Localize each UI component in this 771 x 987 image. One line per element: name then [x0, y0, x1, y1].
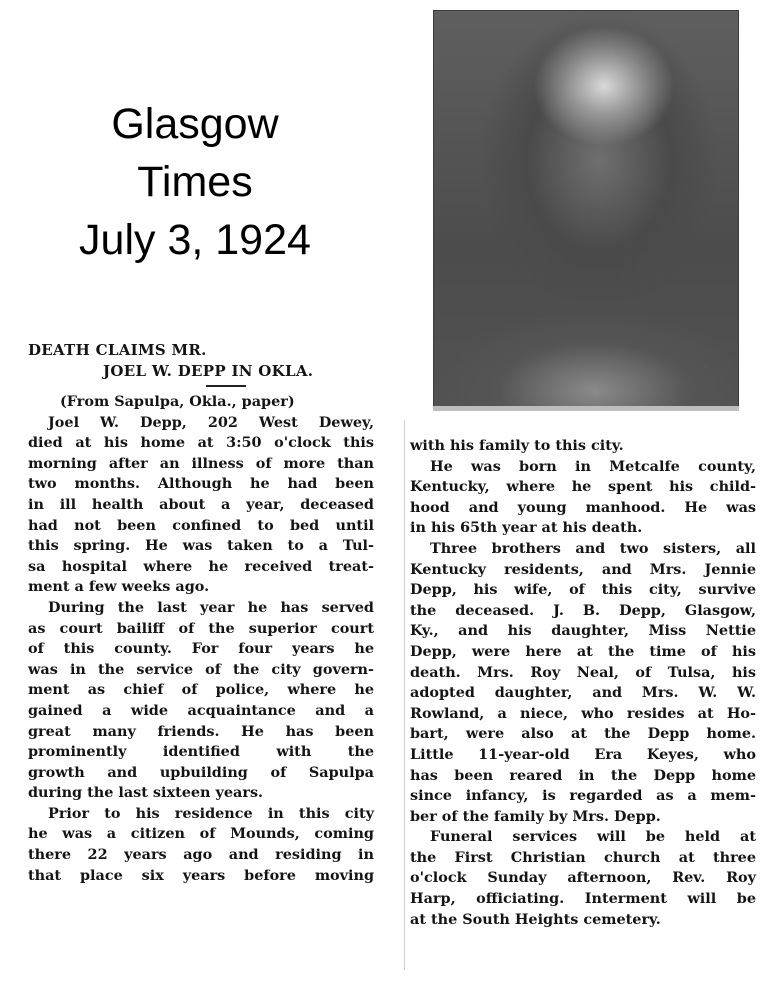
body-line: Kentucky residents, and Mrs. Jennie: [410, 560, 756, 578]
source-line: (From Sapulpa, Okla., paper): [60, 393, 295, 410]
body-line: Prior to his residence in this city: [48, 804, 374, 822]
body-line: hood and young manhood. He was: [410, 498, 756, 516]
photo-bottom-edge: [433, 406, 739, 411]
caption-paper-name: Glasgow: [111, 100, 279, 148]
body-line: ber of the family by Mrs. Depp.: [410, 807, 661, 825]
body-line: since infancy, is regarded as a mem-: [410, 787, 756, 805]
body-line: death. Mrs. Roy Neal, of Tulsa, his: [410, 663, 756, 681]
body-line: morning after an illness of more than: [28, 454, 374, 472]
body-line: with his family to this city.: [410, 437, 624, 454]
body-line: the First Christian church at three: [410, 848, 756, 866]
body-line: prominently identified with the: [28, 743, 374, 761]
body-line: that place six years before moving: [28, 866, 374, 884]
article-left-column: [28, 340, 374, 886]
column-divider: [404, 420, 405, 970]
body-line: two months. Although he had been: [28, 475, 374, 493]
body-line: there 22 years ago and residing in: [28, 846, 374, 864]
body-line: Ky., and his daughter, Miss Nettie: [410, 622, 756, 640]
body-line: Three brothers and two sisters, all: [430, 539, 756, 557]
body-line: o'clock Sunday afternoon, Rev. Roy: [410, 869, 756, 887]
body-line: Kentucky, where he spent his child-: [410, 478, 756, 496]
body-line: was in the service of the city govern-: [28, 660, 374, 678]
headline-line-1: DEATH CLAIMS MR.: [28, 341, 207, 359]
body-line: He was born in Metcalfe county,: [430, 457, 756, 475]
body-line: ment as chief of police, where he: [28, 681, 374, 699]
headline-rule: [206, 385, 246, 387]
body-line: as court bailiff of the superior court: [28, 619, 374, 637]
body-line: during the last sixteen years.: [28, 784, 264, 802]
body-line: Little 11-year-old Era Keyes, who: [410, 745, 756, 763]
body-line: had not been confined to bed until: [28, 516, 374, 534]
body-line: great many friends. He has been: [28, 722, 374, 740]
body-line: sa hospital where he received treat-: [28, 557, 374, 575]
body-line: has been reared in the Depp home: [410, 766, 756, 784]
body-line: Rowland, a niece, who resides at Ho-: [410, 704, 756, 722]
body-line: at the South Heights cemetery.: [410, 910, 661, 928]
body-line: Depp, were here at the time of his: [410, 642, 756, 660]
body-line: adopted daughter, and Mrs. W. W.: [410, 684, 756, 702]
body-line: the deceased. J. B. Depp, Glasgow,: [410, 601, 756, 619]
caption-date: July 3, 1924: [79, 216, 311, 264]
body-line: Harp, officiating. Interment will be: [410, 890, 756, 908]
body-line: Depp, his wife, of this city, survive: [410, 581, 756, 599]
body-line: bart, were also at the Depp home.: [410, 725, 756, 743]
body-line: Funeral services will be held at: [430, 828, 756, 846]
body-line: he was a citizen of Mounds, coming: [28, 825, 374, 843]
body-line: Joel W. Depp, 202 West Dewey,: [48, 413, 374, 431]
body-line: growth and upbuilding of Sapulpa: [28, 763, 374, 781]
body-line: in his 65th year at his death.: [410, 519, 643, 537]
body-line: During the last year he has served: [48, 598, 374, 616]
body-line: of this county. For four years he: [28, 640, 374, 658]
portrait-photo: [433, 10, 739, 408]
body-line: gained a wide acquaintance and a: [28, 701, 374, 719]
body-line: in ill health about a year, deceased: [28, 495, 374, 513]
newspaper-caption: [40, 95, 350, 269]
body-line: died at his home at 3:50 o'clock this: [28, 434, 374, 452]
body-line: ment a few weeks ago.: [28, 578, 210, 596]
headline-line-2: JOEL W. DEPP IN OKLA.: [103, 362, 314, 380]
body-line: this spring. He was taken to a Tul-: [28, 537, 374, 555]
caption-paper-name-2: Times: [137, 158, 253, 206]
article-right-column: [410, 436, 756, 930]
